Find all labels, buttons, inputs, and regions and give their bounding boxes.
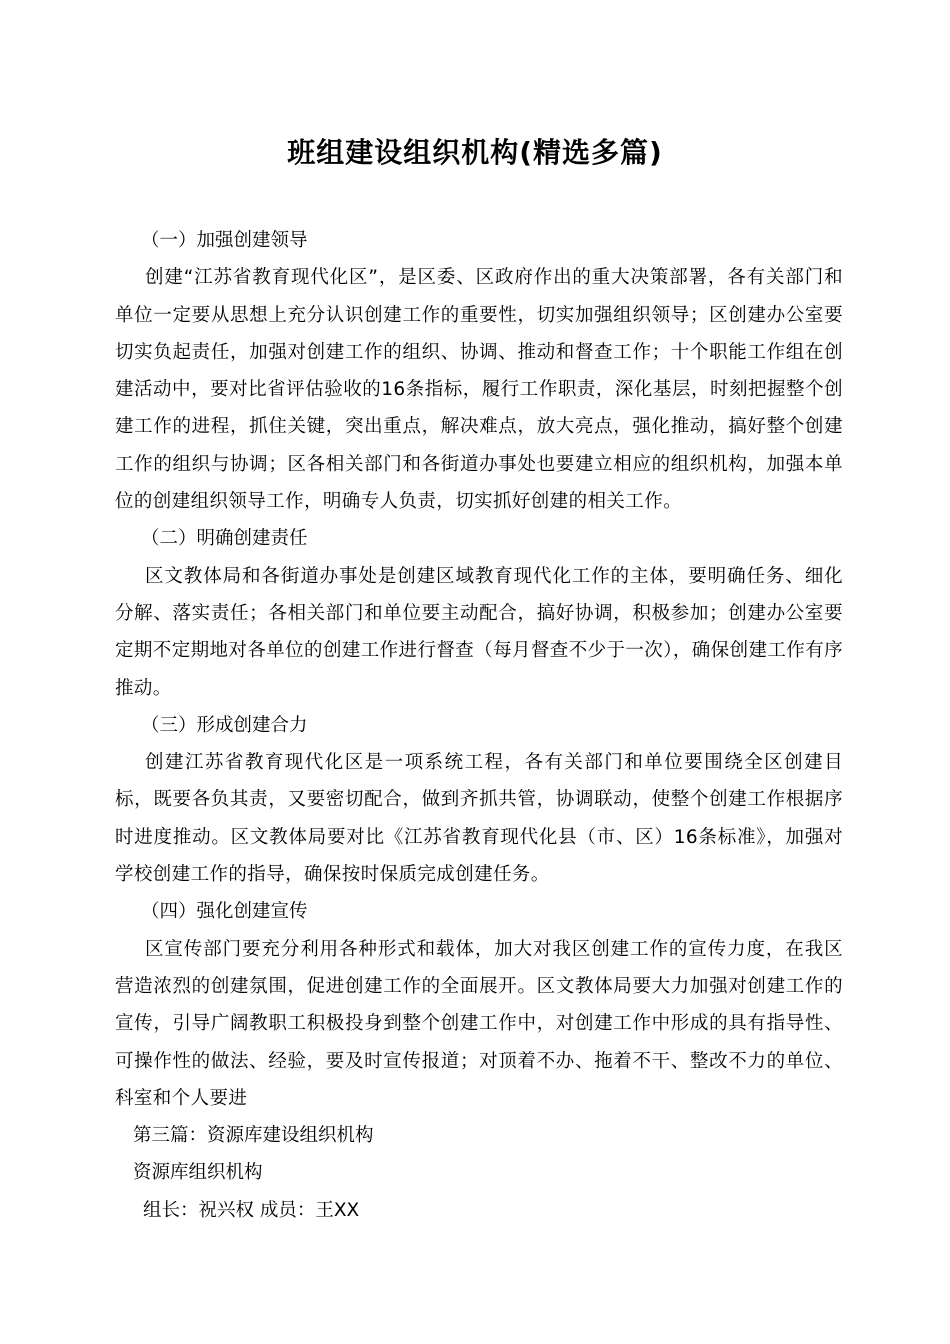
section-heading-4: （四）强化创建宣传 — [141, 901, 308, 923]
section-paragraph-4: 区宣传部门要充分利用各种形式和载体，加大对我区创建工作的宣传力度，在我区营造浓烈的创建氛围，促进创建工作的全面展开。区文教体局要大力加强对创建工作的宣传，引导广阔教职工积极投身到整个创建工作中，对创建工作中形成的具有指导性、可操作性的做法、经验，要及时宣传报道；对顶着不办、拖着不干、整改不力的单位、科室和个人要进 — [115, 938, 843, 1109]
section-paragraph-3: 创建江苏省教育现代化区是一项系统工程，各有关部门和单位要围绕全区创建目标，既要各负其责，又要密切配合，做到齐抓共管，协调联动，使整个创建工作根据序时进度推动。区文教体局要对比《江苏省教育现代化县（市、区）16条标准》，加强对学校创建工作的指导，确保按时保质完成创建任务。 — [115, 752, 843, 886]
part-three-title: 第三篇：资源库建设组织机构 — [133, 1125, 374, 1147]
org-heading: 资源库组织机构 — [133, 1162, 263, 1184]
members-line: 组长：祝兴权 成员：王XX — [143, 1199, 360, 1221]
section-heading-2: （二）明确创建责任 — [141, 528, 308, 550]
document-body — [115, 222, 843, 1229]
section-heading-3: （三）形成创建合力 — [141, 714, 308, 736]
section-paragraph-1: 创建“江苏省教育现代化区”，是区委、区政府作出的重大决策部署，各有关部门和单位一定要从思想上充分认识创建工作的重要性，切实加强组织领导；区创建办公室要切实负起责任，加强对创建工作的组织、协调、推动和督查工作；十个职能工作组在创建活动中，要对比省评估验收的16条指标，履行工作职责，深化基层，时刻把握整个创建工作的进程，抓住关键，突出重点，解决难点，放大亮点，强化推动，搞好整个创建工作的组织与协调；区各相关部门和各街道办事处也要建立相应的组织机构，加强本单位的创建组织领导工作，明确专人负责，切实抓好创建的相关工作。 — [115, 267, 843, 513]
section-heading-1: （一）加强创建领导 — [141, 230, 308, 251]
document-title: 班组建设组织机构(精选多篇) — [287, 136, 663, 169]
section-paragraph-2: 区文教体局和各街道办事处是创建区域教育现代化工作的主体，要明确任务、细化分解、落实责任；各相关部门和单位要主动配合，搞好协调，积极参加；创建办公室要定期不定期地对各单位的创建工作进行督查（每月督查不少于一次），确保创建工作有序推动。 — [115, 565, 843, 699]
